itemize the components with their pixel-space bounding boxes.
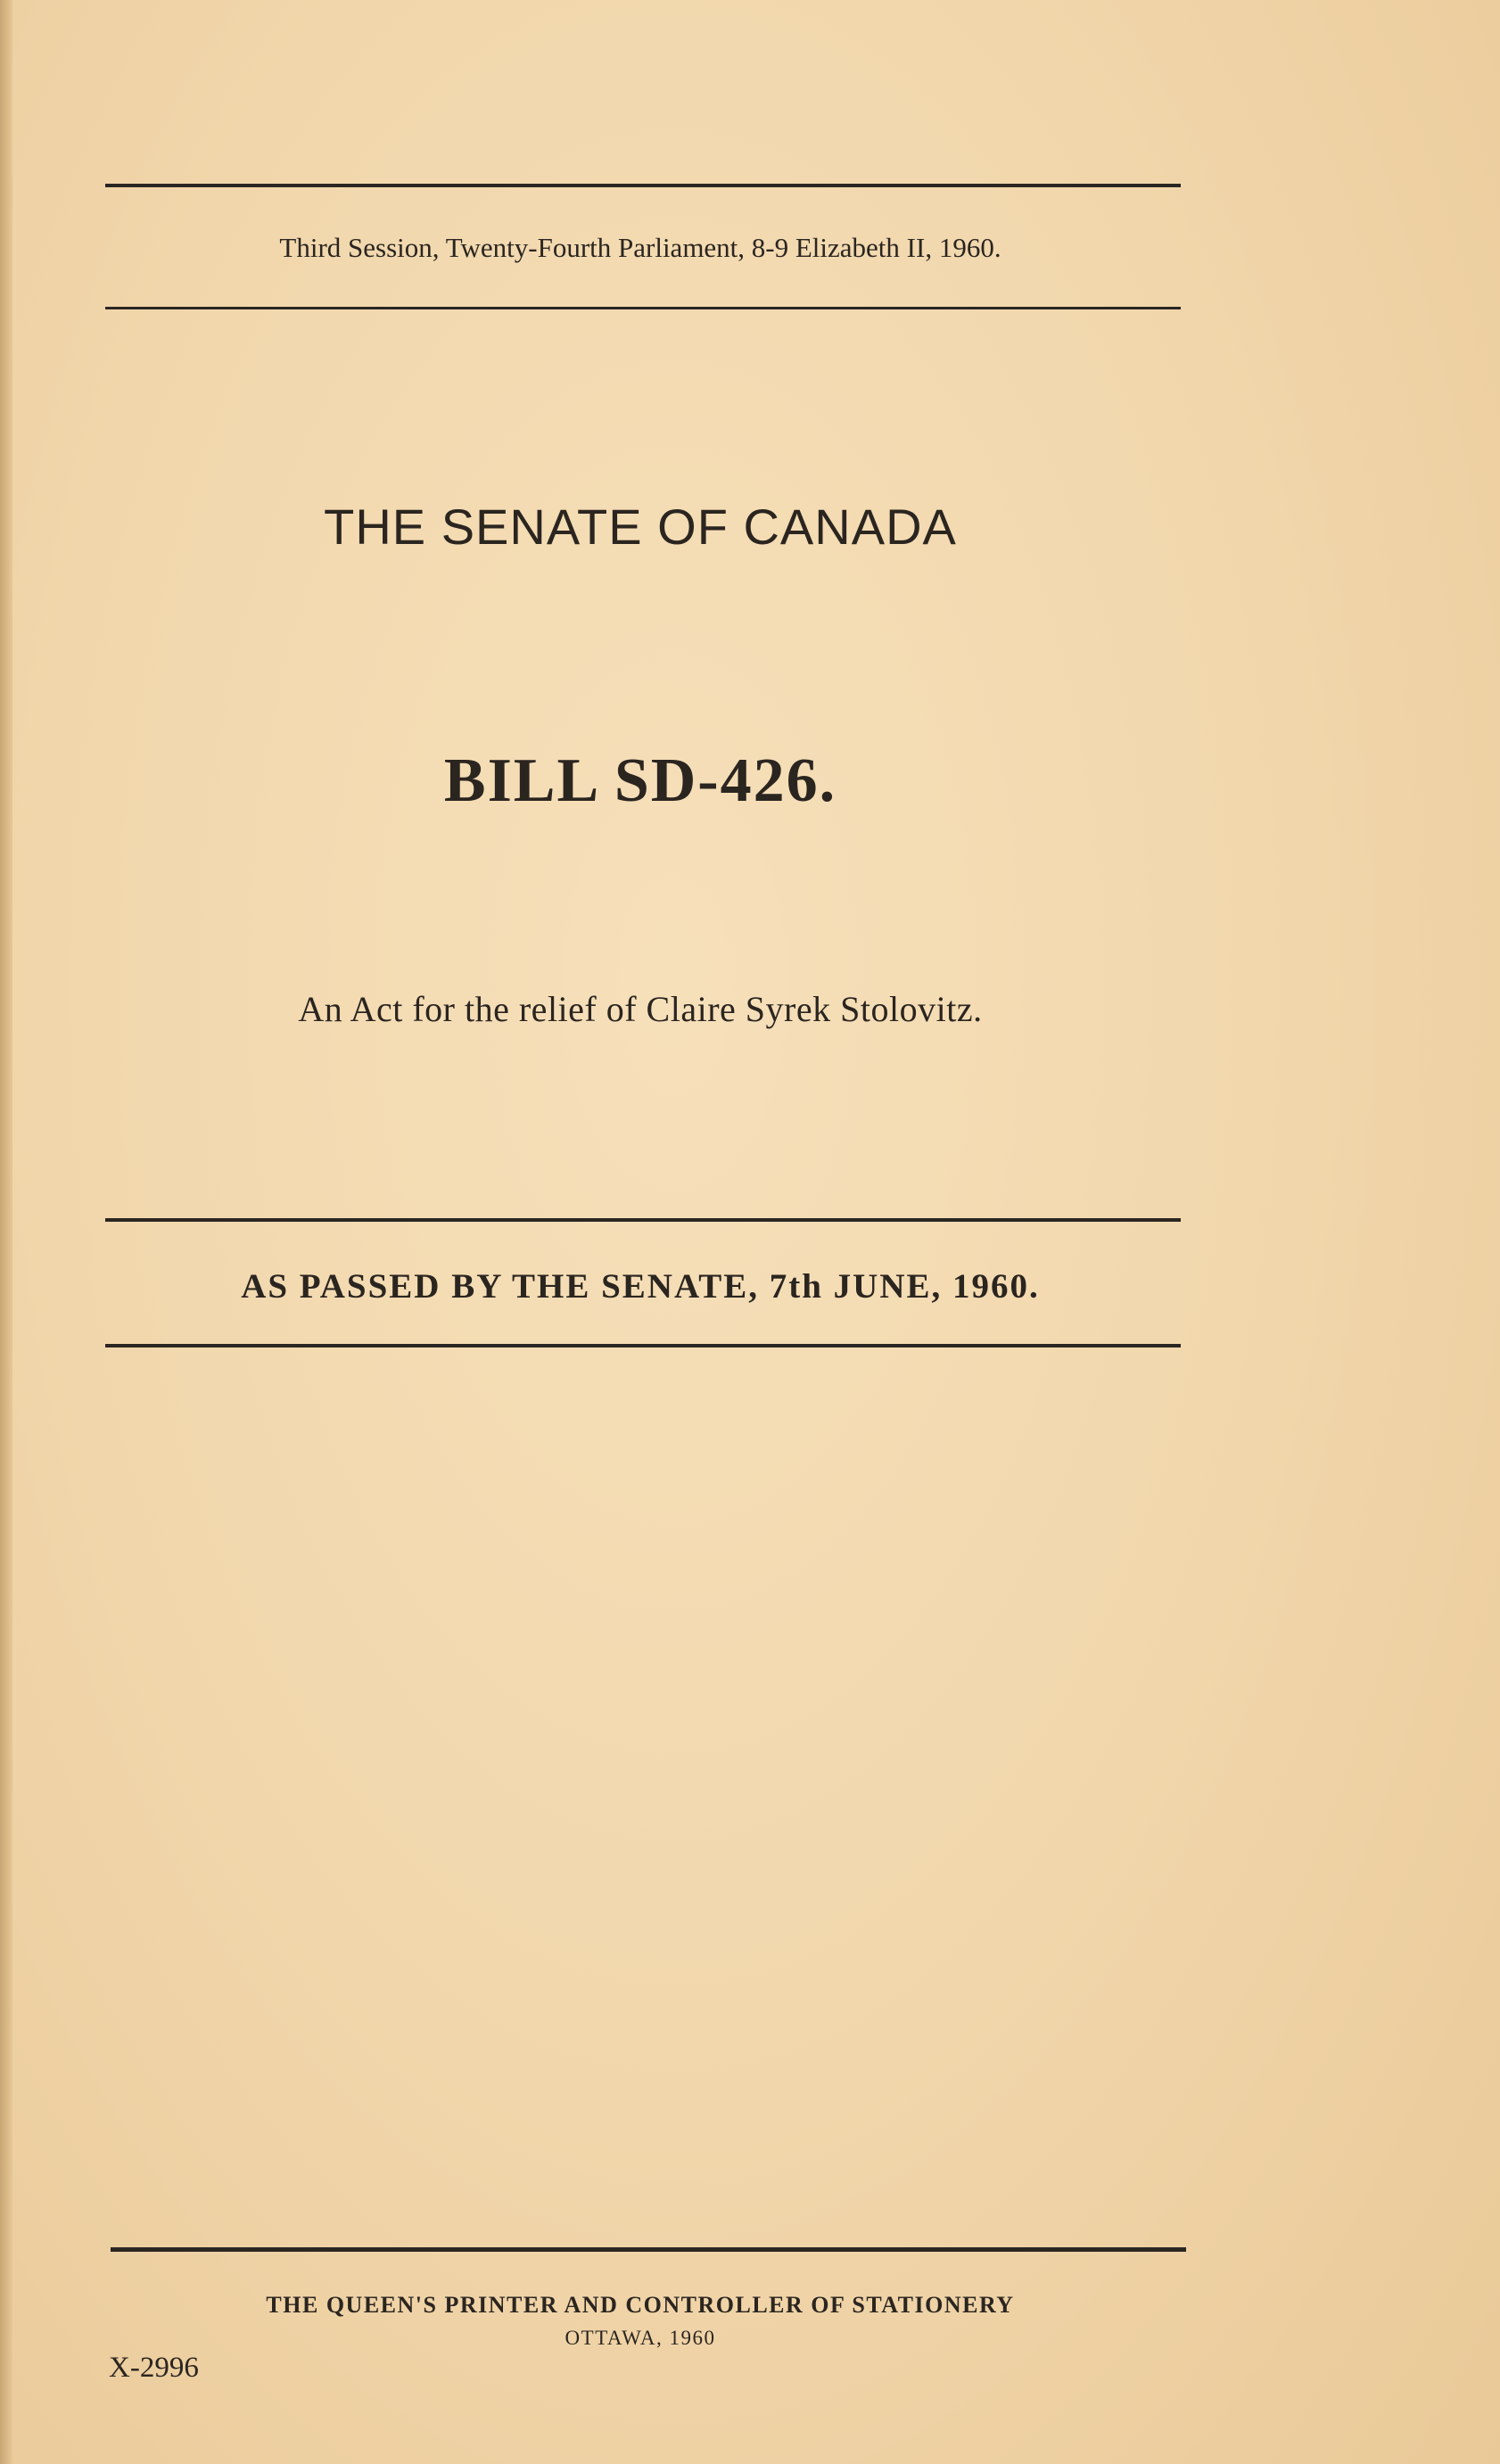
act-title: An Act for the relief of Claire Syrek Stolovitz. [298, 989, 983, 1029]
chamber-title: THE SENATE OF CANADA [324, 499, 957, 555]
top-rule [105, 184, 1181, 187]
passed-top-rule [105, 1218, 1181, 1222]
bill-number: BILL SD-426. [443, 746, 837, 815]
document-code: X-2996 [109, 2352, 199, 2384]
page-binding-edge [0, 0, 12, 2464]
footer-rule [111, 2247, 1186, 2252]
header-bottom-rule [105, 307, 1181, 309]
passed-status: AS PASSED BY THE SENATE, 7th JUNE, 1960. [241, 1267, 1040, 1306]
printer-credit: THE QUEEN'S PRINTER AND CONTROLLER OF STATIONERY [266, 2292, 1015, 2318]
passed-bottom-rule [105, 1344, 1181, 1347]
printer-city-year: OTTAWA, 1960 [565, 2327, 716, 2349]
session-header: Third Session, Twenty-Fourth Parliament, 8-9 Elizabeth II, 1960. [279, 232, 1001, 263]
